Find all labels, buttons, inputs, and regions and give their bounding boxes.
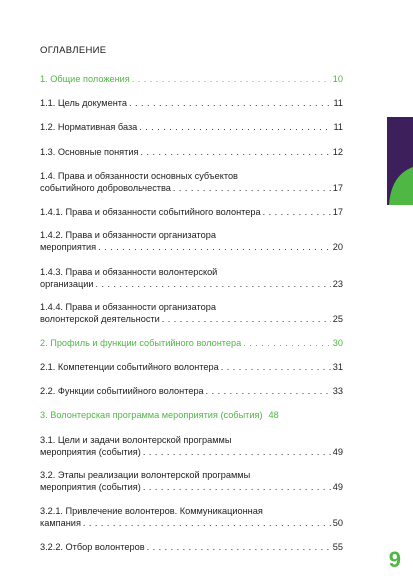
toc-entry[interactable]	[40, 229, 343, 253]
side-tab-decoration	[387, 117, 413, 205]
toc-entry-page: 10	[332, 74, 343, 84]
dot-leader	[96, 278, 331, 290]
toc-entry-page: 48	[268, 410, 279, 420]
toc-entry[interactable]	[40, 266, 343, 290]
toc-entry-page: 17	[332, 183, 343, 193]
dot-leader	[162, 313, 331, 325]
dot-leader	[147, 541, 331, 553]
toc-entry-page: 11	[333, 122, 343, 132]
toc-entry-page: 17	[332, 207, 343, 217]
dot-leader	[143, 481, 331, 493]
toc-entry-title: мероприятия (события)	[40, 447, 141, 457]
toc-entry[interactable]	[40, 409, 343, 421]
toc-entry-page: 30	[332, 338, 343, 348]
toc-entry-title: 3.1. Цели и задачи волонтерской программы	[40, 435, 232, 445]
toc-entry-title: организации	[40, 279, 94, 289]
toc-entry[interactable]	[40, 434, 343, 458]
toc-entry-title: 1.4.3. Права и обязанности волонтерской	[40, 267, 218, 277]
toc-entry-page: 33	[332, 386, 343, 396]
toc-entry[interactable]	[40, 121, 343, 133]
toc-entry-title: 1.4.4. Права и обязанности организатора	[40, 302, 216, 312]
dot-leader	[139, 121, 331, 133]
toc-entry-page: 20	[332, 242, 343, 252]
toc-entry-title: мероприятия	[40, 242, 97, 252]
toc-entry-page: 31	[332, 362, 343, 372]
toc-entry-title: событийного добровольчества	[40, 183, 171, 193]
toc-entry-title: 1.2. Нормативная база	[40, 122, 138, 132]
toc-entry-page: 12	[332, 147, 343, 157]
toc-entry-title: 3.2.2. Отбор волонтеров	[40, 542, 145, 552]
toc-entry[interactable]	[40, 337, 343, 349]
toc-entry-title: 1.1. Цель документа	[40, 98, 127, 108]
toc-entry[interactable]	[40, 146, 343, 158]
toc-entry[interactable]	[40, 361, 343, 373]
toc-entry-title: кампания	[40, 518, 81, 528]
toc-entry-title: волонтерской деятельности	[40, 314, 160, 324]
toc-entry[interactable]	[40, 301, 343, 325]
toc-entry-page: 25	[332, 314, 343, 324]
dot-leader	[140, 146, 330, 158]
toc-entry-title: 1.4.2. Права и обязанности организатора	[40, 230, 216, 240]
dot-leader	[143, 446, 331, 458]
toc-entry-title: 1. Общие положения	[40, 74, 130, 84]
toc-entry-title: 2.1. Компетенции событийного волонтера	[40, 362, 219, 372]
dot-leader	[129, 97, 331, 109]
toc-entry[interactable]	[40, 541, 343, 553]
toc-entry[interactable]	[40, 97, 343, 109]
toc-entry-title: 3.2. Этапы реализации волонтерской программы	[40, 470, 251, 480]
toc-entry[interactable]	[40, 469, 343, 493]
toc-entry-title: 1.4.1. Права и обязанности событийного волонтера	[40, 207, 261, 217]
toc-entry[interactable]	[40, 385, 343, 397]
dot-leader	[132, 73, 331, 85]
toc-entry[interactable]	[40, 170, 343, 194]
toc-entry[interactable]	[40, 73, 343, 85]
dot-leader	[206, 385, 331, 397]
toc-entry-title: 1.3. Основные понятия	[40, 147, 139, 157]
dot-leader	[243, 337, 331, 349]
toc-entry-title: 2.2. Функции событиийного волонтера	[40, 386, 204, 396]
toc-entry-page: 55	[332, 542, 343, 552]
toc-entry-title: 3.2.1. Привлечение волонтеров. Коммуникационная	[40, 506, 263, 516]
dot-leader	[173, 182, 331, 194]
page-number: 9	[388, 547, 401, 572]
toc-entry[interactable]	[40, 505, 343, 529]
toc-entry-page: 11	[333, 98, 343, 108]
toc-entry-page: 50	[332, 518, 343, 528]
dot-leader	[83, 517, 331, 529]
dot-leader	[98, 241, 331, 253]
toc-entry-title: 3. Волонтерская программа мероприятия (события)	[40, 410, 263, 420]
toc-entry-title: мероприятия (события)	[40, 482, 141, 492]
toc-heading: ОГЛАВЛЕНИЕ	[40, 45, 107, 56]
dot-leader	[263, 206, 331, 218]
toc-entry[interactable]	[40, 206, 343, 218]
toc-entry-title: 2. Профиль и функции событийного волонтера	[40, 338, 242, 348]
toc-entry-page: 23	[332, 279, 343, 289]
toc-entry-page: 49	[332, 447, 343, 457]
dot-leader	[221, 361, 331, 373]
toc-entry-page: 49	[332, 482, 343, 492]
toc-entry-title: 1.4. Права и обязанности основных субъектов	[40, 171, 238, 181]
